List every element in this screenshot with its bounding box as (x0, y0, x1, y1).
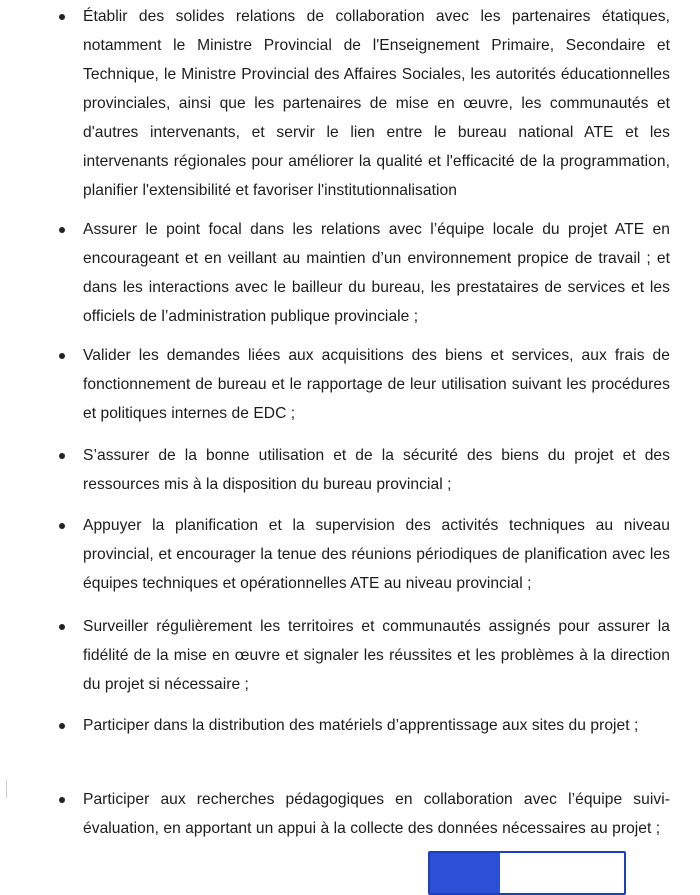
list-item-text: S’assurer de la bonne utilisation et de la sécurité des biens du projet et des ressources mis à la disposition du bureau provincial ; (83, 447, 670, 493)
list-item (59, 441, 670, 501)
scan-margin-mark (6, 780, 7, 798)
bullet-icon (59, 797, 65, 803)
bullet-icon (59, 353, 65, 359)
list-item-text: Appuyer la planification et la supervision des activités techniques au niveau provincial, et encourager la tenue des réunions périodiques de planification avec les équipes techniques et opérationnelles ATE au niveau provincial ; (83, 517, 670, 592)
bullet-icon (59, 453, 65, 459)
list-item-text: Participer aux recherches pédagogiques en collaboration avec l’équipe suivi-évaluation, en apportant un appui à la collecte des données nécessaires au projet ; (83, 791, 670, 837)
stamp-image (428, 851, 626, 895)
list-item (59, 612, 670, 702)
list-item-text: Participer dans la distribution des matériels d’apprentissage aux sites du projet ; (83, 717, 639, 734)
stamp-ink (430, 853, 500, 893)
list-item (59, 215, 670, 335)
list-item (59, 711, 670, 771)
bullet-icon (59, 523, 65, 529)
list-item-text: Établir des solides relations de collaboration avec les partenaires étatiques, notamment le Ministre Provincial de l'Enseignement Primaire, Secondaire et Technique, le Ministre Provincial des Affaires Sociales, les autorités éducationnelles provinciales, ainsi que les partenaires de mise en œuvre, les communautés et d'autres intervenants, et servir le lien entre le bureau national ATE et les intervenants régionales pour améliorer la qualité et l'efficacité de la programmation, planifier l'extensibilité et favoriser l'institutionnalisation (83, 8, 670, 199)
list-item (59, 511, 670, 601)
bullet-icon (59, 227, 65, 233)
bullet-icon (59, 723, 65, 729)
bullet-icon (59, 624, 65, 630)
list-item (59, 2, 670, 202)
list-item-text: Assurer le point focal dans les relations avec l’équipe locale du projet ATE en encourageant et en veillant au maintien d’un environnement propice de travail ; et dans les interactions avec le bailleur du bureau, les prestataires de services et les officiels de l’administration publique provinciale ; (83, 221, 670, 325)
list-item-text: Valider les demandes liées aux acquisitions des biens et services, aux frais de fonctionnement de bureau et le rapportage de leur utilisation suivant les procédures et politiques internes de EDC ; (83, 347, 670, 422)
bullet-icon (59, 14, 65, 20)
list-item (59, 341, 670, 431)
list-item-text: Surveiller régulièrement les territoires et communautés assignés pour assurer la fidélité de la mise en œuvre et signaler les réussites et les problèmes à la direction du projet si nécessaire ; (83, 618, 670, 693)
